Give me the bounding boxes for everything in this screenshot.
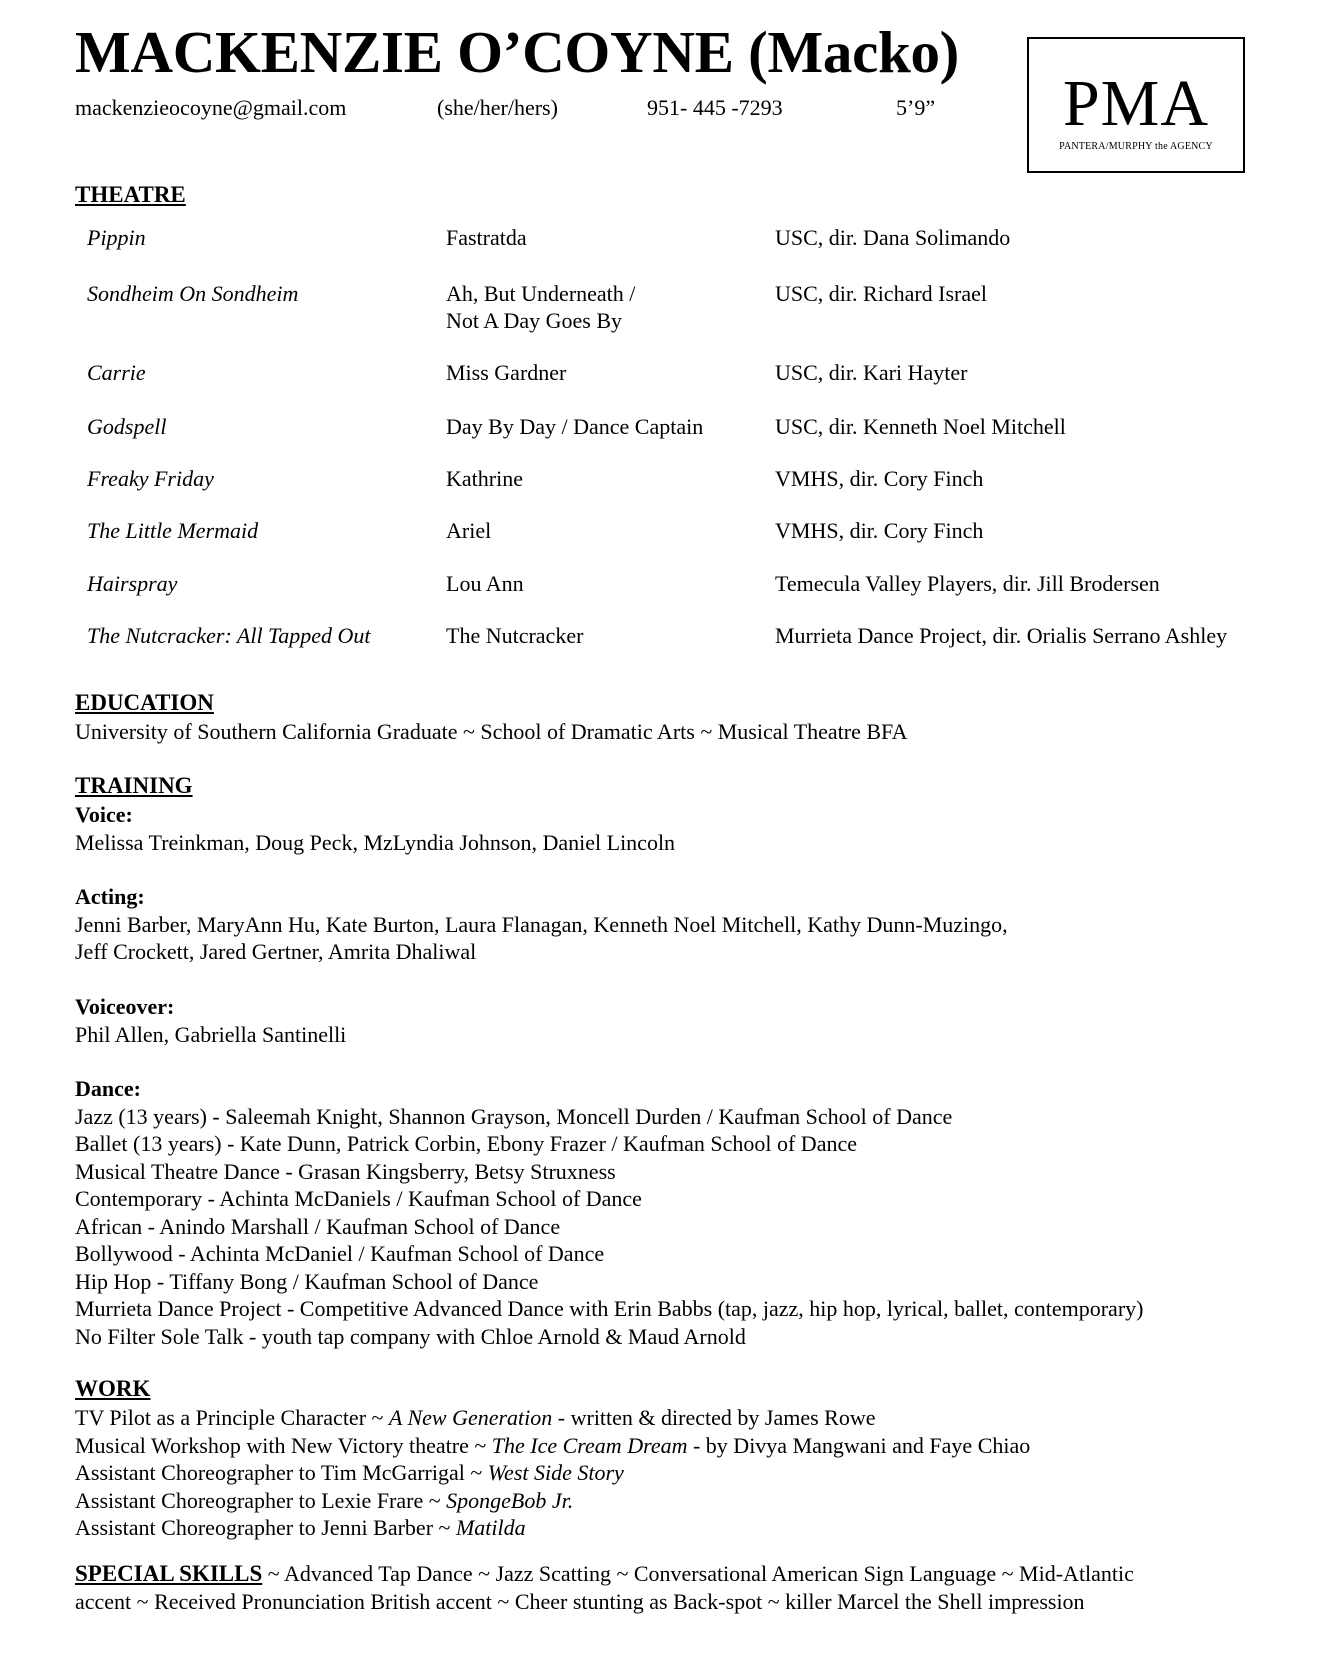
training-line: Jenni Barber, MaryAnn Hu, Kate Burton, Laura Flanagan, Kenneth Noel Mitchell, Kathy Dunn-Muzingo,: [75, 911, 1008, 937]
training-line: Murrieta Dance Project - Competitive Advanced Dance with Erin Babbs (tap, jazz, hip hop, lyrical, ballet, contemporary): [75, 1296, 1144, 1321]
contact-phone: 951- 445 -7293: [647, 95, 783, 120]
training-line: Jazz (13 years) - Saleemah Knight, Shannon Grayson, Moncell Durden / Kaufman School of Dance: [75, 1103, 953, 1129]
training-line: African - Anindo Marshall / Kaufman School of Dance: [75, 1213, 561, 1239]
work-title: The Ice Cream Dream: [491, 1432, 688, 1458]
theatre-company: USC, dir. Richard Israel: [775, 281, 988, 306]
theatre-show: The Nutcracker: All Tapped Out: [87, 623, 371, 648]
contact-height: 5’9”: [896, 95, 936, 120]
training-line: Hip Hop - Tiffany Bong / Kaufman School of Dance: [75, 1268, 539, 1294]
theatre-company: Murrieta Dance Project, dir. Orialis Serrano Ashley: [775, 623, 1228, 648]
resume-name: MACKENZIE O’COYNE (Macko): [75, 19, 960, 85]
theatre-role: Miss Gardner: [446, 360, 567, 385]
section-heading-work: WORK: [75, 1376, 151, 1401]
theatre-company: Temecula Valley Players, dir. Jill Brodersen: [775, 571, 1160, 596]
theatre-company: USC, dir. Dana Solimando: [775, 225, 1011, 250]
theatre-company: VMHS, dir. Cory Finch: [775, 518, 984, 543]
work-title: Matilda: [455, 1515, 526, 1540]
training-line: Ballet (13 years) - Kate Dunn, Patrick Corbin, Ebony Frazer / Kaufman School of Dance: [75, 1131, 857, 1156]
training-acting: [75, 883, 1008, 966]
agency-logo-mark: PMA: [1062, 67, 1210, 140]
theatre-role: Ah, But Underneath /: [446, 281, 636, 306]
training-line: Melissa Treinkman, Doug Peck, MzLyndia Johnson, Daniel Lincoln: [75, 829, 676, 855]
training-line: Jeff Crockett, Jared Gertner, Amrita Dhaliwal: [75, 939, 477, 964]
contact-pronouns: (she/her/hers): [437, 95, 558, 120]
training-line: Contemporary - Achinta McDaniels / Kaufman School of Dance: [75, 1186, 642, 1211]
special-skills-line: accent ~ Received Pronunciation British accent ~ Cheer stunting as Back-spot ~ killer Marcel the Shell impression: [75, 1588, 1085, 1614]
work-item: TV Pilot as a Principle Character ~ A New Generation - written & directed by James Rowe: [75, 1405, 876, 1430]
contact-email: mackenzieocoyne@gmail.com: [75, 95, 347, 120]
theatre-role-continued: Not A Day Goes By: [446, 308, 622, 333]
work-item: Assistant Choreographer to Lexie Frare ~ SpongeBob Jr.: [75, 1487, 574, 1513]
special-skills: [75, 1560, 1134, 1615]
training-line: Musical Theatre Dance - Grasan Kingsberry, Betsy Struxness: [75, 1158, 616, 1184]
theatre-show: Sondheim On Sondheim: [87, 281, 299, 306]
theatre-role: Kathrine: [446, 466, 523, 491]
work-item: Assistant Choreographer to Tim McGarrigal ~ West Side Story: [75, 1460, 624, 1485]
agency-logo-name: PANTERA/MURPHY the AGENCY: [1059, 141, 1213, 152]
theatre-show: Freaky Friday: [87, 466, 214, 491]
theatre-show: Carrie: [87, 360, 146, 385]
section-heading-training: TRAINING: [75, 773, 193, 798]
theatre-company: USC, dir. Kari Hayter: [775, 360, 968, 385]
training-label-voiceover: Voiceover:: [75, 994, 175, 1019]
theatre-role: Day By Day / Dance Captain: [446, 414, 704, 439]
agency-logo: [1027, 37, 1245, 173]
theatre-show: Godspell: [87, 414, 167, 439]
training-dance: [75, 1075, 1143, 1350]
theatre-role: Lou Ann: [446, 571, 524, 596]
theatre-show: Pippin: [87, 225, 146, 250]
training-line: Bollywood - Achinta McDaniel / Kaufman School of Dance: [75, 1241, 605, 1266]
section-heading-education: EDUCATION: [75, 690, 214, 715]
theatre-company: VMHS, dir. Cory Finch: [775, 466, 984, 491]
theatre-show: The Little Mermaid: [87, 518, 259, 543]
training-line: No Filter Sole Talk - youth tap company with Chloe Arnold & Maud Arnold: [75, 1323, 746, 1349]
work-item: Musical Workshop with New Victory theatre ~ The Ice Cream Dream - by Divya Mangwani and Faye Chiao: [75, 1432, 1031, 1458]
special-skills-line: SPECIAL SKILLS ~ Advanced Tap Dance ~ Jazz Scatting ~ Conversational American Sign Language ~ Mid-Atlantic: [75, 1561, 1134, 1586]
training-line: Phil Allen, Gabriella Santinelli: [75, 1021, 347, 1047]
training-label-acting: Acting:: [75, 884, 145, 909]
work-list: [75, 1404, 1030, 1542]
theatre-role: Fastratda: [446, 225, 527, 250]
training-voice: [75, 801, 675, 856]
theatre-company: USC, dir. Kenneth Noel Mitchell: [775, 414, 1066, 439]
section-heading-theatre: THEATRE: [75, 182, 186, 207]
work-item: Assistant Choreographer to Jenni Barber ~ Matilda: [75, 1515, 526, 1540]
training-label-voice: Voice:: [75, 802, 133, 827]
theatre-role: Ariel: [446, 518, 492, 543]
work-title: A New Generation: [388, 1405, 553, 1430]
section-heading-special-skills: SPECIAL SKILLS: [75, 1561, 263, 1586]
training-voiceover: [75, 993, 346, 1048]
training-label-dance: Dance:: [75, 1076, 141, 1101]
theatre-role: The Nutcracker: [446, 623, 584, 648]
education-text: University of Southern California Graduate ~ School of Dramatic Arts ~ Musical Theatre BFA: [75, 719, 908, 744]
work-title: SpongeBob Jr.: [446, 1487, 574, 1513]
theatre-show: Hairspray: [87, 571, 178, 596]
work-title: West Side Story: [487, 1460, 624, 1485]
